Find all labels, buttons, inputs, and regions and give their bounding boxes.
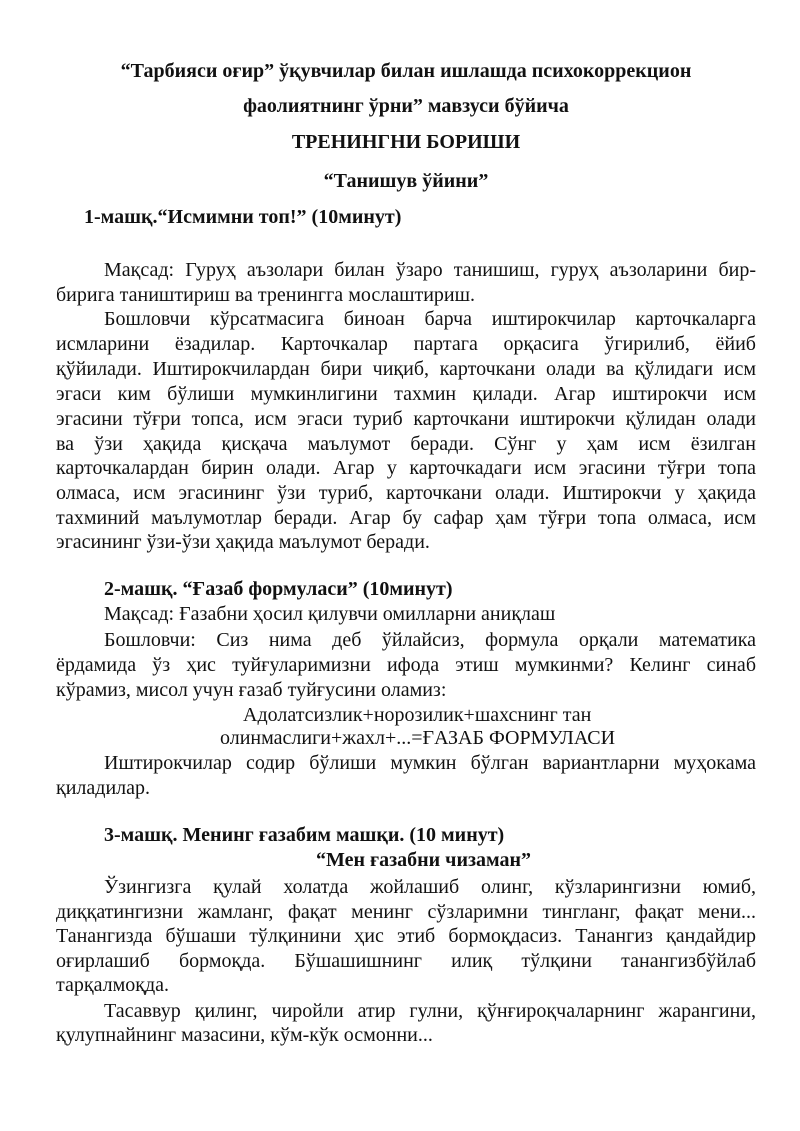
ex1-line: карточкалардан бирин олади. Агар у карточкадаги исм эгасини тўғри топа (56, 457, 756, 479)
ex1-line: ва ўзи ҳақида қисқача маълумот беради. Сўнг у ҳам исм ёзилган (56, 433, 756, 455)
ex2-line: Бошловчи: Сиз нима деб ўйлайсиз, формула орқали математика (104, 629, 756, 651)
ex2-line: Иштирокчилар содир бўлиши мумкин бўлган вариантларни муҳокама (104, 752, 756, 774)
exercise-3-subheading: “Мен ғазабни чизаман” (316, 849, 532, 871)
ex3-line: қулупнайнинг мазасини, кўм-кўк осмонни... (56, 1024, 433, 1046)
ex3-line: Тасаввур қилинг, чиройли атир гулни, қўнғироқчаларнинг жарангини, (104, 1000, 756, 1022)
ex1-line: Бошловчи кўрсатмасига биноан барча иштирокчилар карточкаларга (104, 308, 756, 330)
ex2-line: Мақсад: Ғазабни ҳосил қилувчи омилларни аниқлаш (104, 603, 556, 625)
ex1-line: Мақсад: Гуруҳ аъзолари билан ўзаро танишиш, гуруҳ аъзоларини бир- (104, 259, 756, 281)
title-line-2: фаолиятнинг ўрни” мавзуси бўйича (243, 95, 569, 117)
ex1-line: исмларини ёзадилар. Карточкалар партага орқасига ўгирилиб, ёйиб (56, 333, 756, 355)
ex1-line: бирига таништириш ва тренингга мослаштириш. (56, 284, 476, 306)
ex2-line: кўрамиз, мисол учун ғазаб туйғусини оламиз: (56, 679, 447, 701)
ex2-line: ёрдамида ўз ҳис туйғуларимизни ифода этиш мумкинми? Келинг синаб (56, 654, 756, 676)
ex2-line: қиладилар. (56, 777, 151, 799)
exercise-2-heading: 2-машқ. “Ғазаб формуласи” (10минут) (104, 578, 453, 600)
exercise-1-heading: 1-машқ.“Исмимни топ!” (10минут) (84, 206, 402, 228)
ex1-line: тахминий маълумотлар беради. Агар бу сафар ҳам тўғри топа олмаса, исм (56, 507, 756, 529)
subtitle: “Танишув ўйини” (323, 170, 489, 192)
title-line-1: “Тарбияси оғир” ўқувчилар билан ишлашда психокоррекцион (120, 60, 692, 82)
formula-line-2: олинмаслиги+жахл+...=ҒАЗАБ ФОРМУЛАСИ (220, 727, 616, 749)
ex3-line: диққатингизни жамланг, фақат менинг сўзларимни тингланг, фақат мени... (56, 901, 756, 923)
ex1-line: қўйилади. Иштирокчилардан бири чиқиб, карточкани олади ва қўлидаги исм (56, 358, 756, 380)
ex1-line: эгасини тўғри топса, исм эгаси туриб карточкани иштирокчи қўлидан олади (56, 408, 756, 430)
ex3-line: оғирлашиб бормоқда. Бўшашишнинг илиқ тўлқини танангизбўйлаб (56, 950, 756, 972)
ex3-line: тарқалмоқда. (56, 974, 170, 996)
ex1-line: эгаси ким бўлиши мумкинлигини тахмин қилади. Агар иштирокчи исм (56, 383, 756, 405)
ex1-line: олмаса, исм эгасининг ўзи туриб, карточкани олади. Иштирокчи у ҳақида (56, 482, 756, 504)
main-title: ТРЕНИНГНИ БОРИШИ (291, 131, 521, 153)
ex3-line: Ўзингизга қулай холатда жойлашиб олинг, кўзларингизни юмиб, (104, 876, 756, 898)
ex3-line: Танангизда бўшаши тўлқинини ҳис этиб бормоқдасиз. Танангиз қандайдир (56, 925, 756, 947)
exercise-3-heading: 3-машқ. Менинг ғазабим машқи. (10 минут) (104, 824, 505, 846)
formula-line-1: Адолатсизлик+норозилик+шахснинг тан (243, 704, 592, 726)
ex1-line: эгасининг ўзи-ўзи ҳақида маълумот беради. (56, 531, 430, 553)
